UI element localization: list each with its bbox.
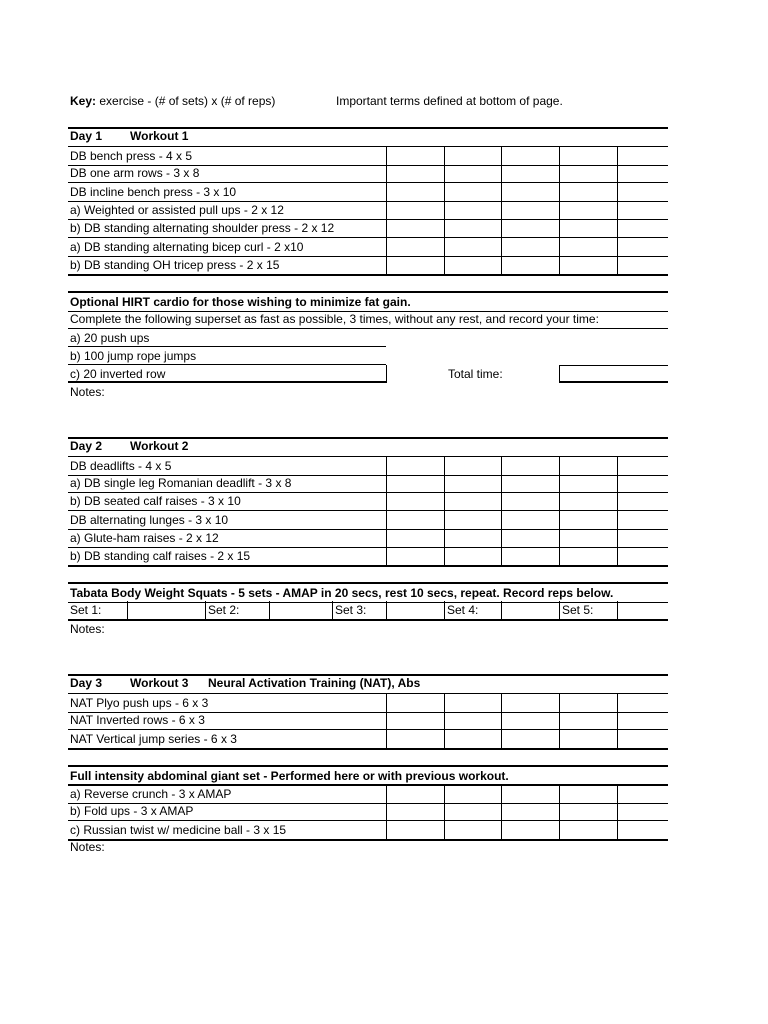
set-entry-cell[interactable]: [617, 238, 668, 256]
set-entry-cell[interactable]: [386, 730, 444, 748]
set-entry-cell[interactable]: [559, 238, 617, 256]
hirt-item: c) 20 inverted row: [68, 365, 386, 383]
tabata-title: Tabata Body Weight Squats - 5 sets - AMAP in 20 secs, rest 10 secs, repeat. Record reps below.: [70, 586, 614, 600]
set-entry-cell[interactable]: [501, 511, 559, 529]
tabata-set-label: Set 3:: [332, 601, 386, 619]
set-entry-cell[interactable]: [501, 492, 559, 510]
total-time-label: Total time:: [448, 367, 503, 381]
set-entry-cell[interactable]: [386, 821, 444, 839]
set-entry-cell[interactable]: [559, 821, 617, 839]
set-entry-cell[interactable]: [386, 511, 444, 529]
set-entry-cell[interactable]: [386, 711, 444, 729]
set-entry-cell[interactable]: [444, 821, 501, 839]
hirt-item: a) 20 push ups: [68, 329, 386, 347]
exercise-label: DB deadlifts - 4 x 5: [70, 459, 172, 473]
abs-header: [68, 765, 668, 786]
tabata-set-field[interactable]: [269, 601, 332, 619]
exercise-label: a) Glute-ham raises - 2 x 12: [70, 530, 219, 545]
exercise-row: [68, 456, 668, 476]
hirt-instructions-row: [68, 310, 668, 329]
exercise-row: [68, 730, 668, 750]
exercise-label: DB alternating lunges - 3 x 10: [70, 512, 229, 527]
set-entry-cell[interactable]: [501, 201, 559, 219]
set-entry-cell[interactable]: [444, 219, 501, 237]
set-entry-cell[interactable]: [617, 821, 668, 839]
exercise-label: a) Weighted or assisted pull ups - 2 x 12: [70, 202, 284, 217]
day2-header: [68, 437, 668, 457]
set-entry-cell[interactable]: [617, 529, 668, 547]
exercise-row: [68, 802, 668, 821]
set-entry-cell[interactable]: [617, 802, 668, 820]
exercise-row: [68, 511, 668, 530]
set-entry-cell[interactable]: [386, 164, 444, 182]
exercise-row: [68, 146, 668, 166]
key-line: [70, 93, 275, 109]
tabata-set-label: Set 5:: [559, 601, 617, 619]
day3-header: [68, 674, 668, 694]
set-entry-cell[interactable]: [444, 730, 501, 748]
set-entry-cell[interactable]: [617, 547, 668, 565]
day3-title: Neural Activation Training (NAT), Abs: [208, 676, 421, 690]
set-entry-cell[interactable]: [559, 492, 617, 510]
key-label: Key:: [70, 94, 97, 108]
set-entry-cell[interactable]: [444, 492, 501, 510]
set-entry-cell[interactable]: [559, 164, 617, 182]
set-entry-cell[interactable]: [501, 711, 559, 729]
set-entry-cell[interactable]: [617, 511, 668, 529]
day1-header: [68, 127, 668, 147]
set-entry-cell[interactable]: [386, 183, 444, 201]
set-entry-cell[interactable]: [386, 238, 444, 256]
tabata-set-label: Set 4:: [444, 601, 501, 619]
set-entry-cell[interactable]: [444, 474, 501, 492]
set-entry-cell[interactable]: [501, 147, 559, 165]
set-entry-cell[interactable]: [444, 529, 501, 547]
set-entry-cell[interactable]: [501, 529, 559, 547]
exercise-row: [68, 238, 668, 257]
set-entry-cell[interactable]: [617, 730, 668, 748]
set-entry-cell[interactable]: [617, 164, 668, 182]
set-entry-cell[interactable]: [617, 201, 668, 219]
set-entry-cell[interactable]: [501, 256, 559, 274]
exercise-row: [68, 711, 668, 730]
hirt-item-row: [68, 347, 668, 365]
exercise-label: a) DB standing alternating bicep curl - 2 x10: [70, 239, 304, 254]
set-entry-cell[interactable]: [501, 694, 559, 712]
key-text: exercise - (# of sets) x (# of reps): [96, 94, 276, 108]
abs-title: Full intensity abdominal giant set - Performed here or with previous workout.: [70, 769, 509, 783]
set-entry-cell[interactable]: [559, 201, 617, 219]
set-entry-cell[interactable]: [617, 183, 668, 201]
set-entry-cell[interactable]: [386, 492, 444, 510]
day2-label: Day 2: [70, 439, 103, 453]
exercise-row: [68, 474, 668, 493]
day3-label: Day 3: [70, 676, 103, 690]
set-entry-cell[interactable]: [444, 238, 501, 256]
set-entry-cell[interactable]: [501, 802, 559, 820]
hirt-item-row: [68, 329, 668, 347]
abs-notes-label: Notes:: [70, 840, 105, 854]
set-entry-cell[interactable]: [386, 802, 444, 820]
set-entry-cell[interactable]: [501, 183, 559, 201]
set-entry-cell[interactable]: [559, 785, 617, 803]
set-entry-cell[interactable]: [444, 785, 501, 803]
set-entry-cell[interactable]: [386, 147, 444, 165]
exercise-label: DB incline bench press - 3 x 10: [70, 184, 237, 199]
exercise-label: NAT Vertical jump series - 6 x 3: [70, 731, 237, 746]
hirt-item-row: [68, 365, 668, 383]
tabata-set-label: Set 1:: [70, 603, 102, 617]
set-entry-cell[interactable]: [444, 511, 501, 529]
tabata-set-field[interactable]: [501, 601, 559, 619]
set-entry-cell[interactable]: [501, 547, 559, 565]
exercise-label: c) Russian twist w/ medicine ball - 3 x 15: [70, 822, 287, 837]
tabata-sets-row: [68, 601, 668, 621]
set-entry-cell[interactable]: [559, 694, 617, 712]
exercise-label: b) DB standing calf raises - 2 x 15: [70, 549, 251, 563]
set-entry-cell[interactable]: [617, 711, 668, 729]
hirt-item: b) 100 jump rope jumps: [68, 347, 386, 365]
set-entry-cell[interactable]: [559, 219, 617, 237]
set-entry-cell[interactable]: [501, 219, 559, 237]
exercise-row: [68, 693, 668, 713]
set-entry-cell[interactable]: [386, 785, 444, 803]
exercise-label: NAT Plyo push ups - 6 x 3: [70, 696, 209, 710]
day1-label: Day 1: [70, 129, 103, 143]
key-note: Important terms defined at bottom of page.: [336, 94, 563, 108]
set-entry-cell[interactable]: [386, 547, 444, 565]
set-entry-cell[interactable]: [559, 474, 617, 492]
set-entry-cell[interactable]: [444, 256, 501, 274]
exercise-row: [68, 219, 668, 238]
set-entry-cell[interactable]: [559, 802, 617, 820]
set-entry-cell[interactable]: [559, 183, 617, 201]
exercise-label: NAT Inverted rows - 6 x 3: [70, 713, 205, 728]
exercise-row: [68, 201, 668, 220]
set-entry-cell[interactable]: [559, 511, 617, 529]
set-entry-cell[interactable]: [617, 256, 668, 274]
day1-workout: Workout 1: [130, 129, 189, 143]
tabata-notes-label: Notes:: [70, 622, 105, 636]
exercise-label: b) DB seated calf raises - 3 x 10: [70, 494, 241, 509]
set-entry-cell[interactable]: [444, 711, 501, 729]
exercise-row: [68, 529, 668, 548]
day2-workout: Workout 2: [130, 439, 189, 453]
total-time-field[interactable]: [559, 365, 668, 383]
hirt-title: Optional HIRT cardio for those wishing to minimize fat gain.: [70, 295, 411, 309]
tabata-set-field[interactable]: [386, 601, 444, 619]
tabata-header: [68, 582, 668, 603]
exercise-label: DB bench press - 4 x 5: [70, 149, 193, 163]
set-entry-cell[interactable]: [501, 457, 559, 475]
set-entry-cell[interactable]: [386, 474, 444, 492]
exercise-label: a) Reverse crunch - 3 x AMAP: [70, 787, 232, 801]
set-entry-cell[interactable]: [444, 694, 501, 712]
set-entry-cell[interactable]: [386, 529, 444, 547]
set-entry-cell[interactable]: [386, 201, 444, 219]
set-entry-cell[interactable]: [559, 529, 617, 547]
set-entry-cell[interactable]: [444, 147, 501, 165]
set-entry-cell[interactable]: [559, 547, 617, 565]
set-entry-cell[interactable]: [444, 802, 501, 820]
set-entry-cell[interactable]: [444, 547, 501, 565]
exercise-row: [68, 256, 668, 276]
set-entry-cell[interactable]: [559, 457, 617, 475]
hirt-notes-label: Notes:: [70, 385, 105, 399]
exercise-row: [68, 492, 668, 511]
exercise-row: [68, 183, 668, 202]
set-entry-cell[interactable]: [501, 164, 559, 182]
exercise-label: b) Fold ups - 3 x AMAP: [70, 804, 194, 819]
exercise-row: [68, 821, 668, 841]
exercise-row: [68, 547, 668, 567]
set-entry-cell[interactable]: [501, 730, 559, 748]
set-entry-cell[interactable]: [501, 474, 559, 492]
exercise-label: DB one arm rows - 3 x 8: [70, 166, 200, 181]
set-entry-cell[interactable]: [617, 492, 668, 510]
set-entry-cell[interactable]: [559, 256, 617, 274]
set-entry-cell[interactable]: [386, 219, 444, 237]
set-entry-cell[interactable]: [444, 183, 501, 201]
hirt-header: [68, 291, 668, 312]
set-entry-cell[interactable]: [559, 711, 617, 729]
set-entry-cell[interactable]: [501, 785, 559, 803]
set-entry-cell[interactable]: [444, 164, 501, 182]
tabata-set-field[interactable]: [127, 601, 205, 619]
set-entry-cell[interactable]: [559, 147, 617, 165]
set-entry-cell[interactable]: [386, 694, 444, 712]
exercise-row: [68, 784, 668, 804]
tabata-set-label: Set 2:: [205, 601, 269, 619]
tabata-set-field[interactable]: [617, 601, 668, 619]
set-entry-cell[interactable]: [444, 201, 501, 219]
set-entry-cell[interactable]: [501, 238, 559, 256]
set-entry-cell[interactable]: [617, 219, 668, 237]
set-entry-cell[interactable]: [559, 730, 617, 748]
set-entry-cell[interactable]: [617, 694, 668, 712]
exercise-label: b) DB standing alternating shoulder press - 2 x 12: [70, 221, 335, 236]
set-entry-cell[interactable]: [386, 457, 444, 475]
set-entry-cell[interactable]: [386, 256, 444, 274]
hirt-instructions: Complete the following superset as fast as possible, 3 times, without any rest, and record your time:: [70, 312, 599, 326]
exercise-row: [68, 164, 668, 183]
set-entry-cell[interactable]: [617, 785, 668, 803]
exercise-label: b) DB standing OH tricep press - 2 x 15: [70, 257, 280, 272]
set-entry-cell[interactable]: [444, 457, 501, 475]
set-entry-cell[interactable]: [501, 821, 559, 839]
day3-workout: Workout 3: [130, 676, 189, 690]
exercise-label: a) DB single leg Romanian deadlift - 3 x 8: [70, 476, 292, 491]
set-entry-cell[interactable]: [617, 457, 668, 475]
set-entry-cell[interactable]: [617, 147, 668, 165]
set-entry-cell[interactable]: [617, 474, 668, 492]
